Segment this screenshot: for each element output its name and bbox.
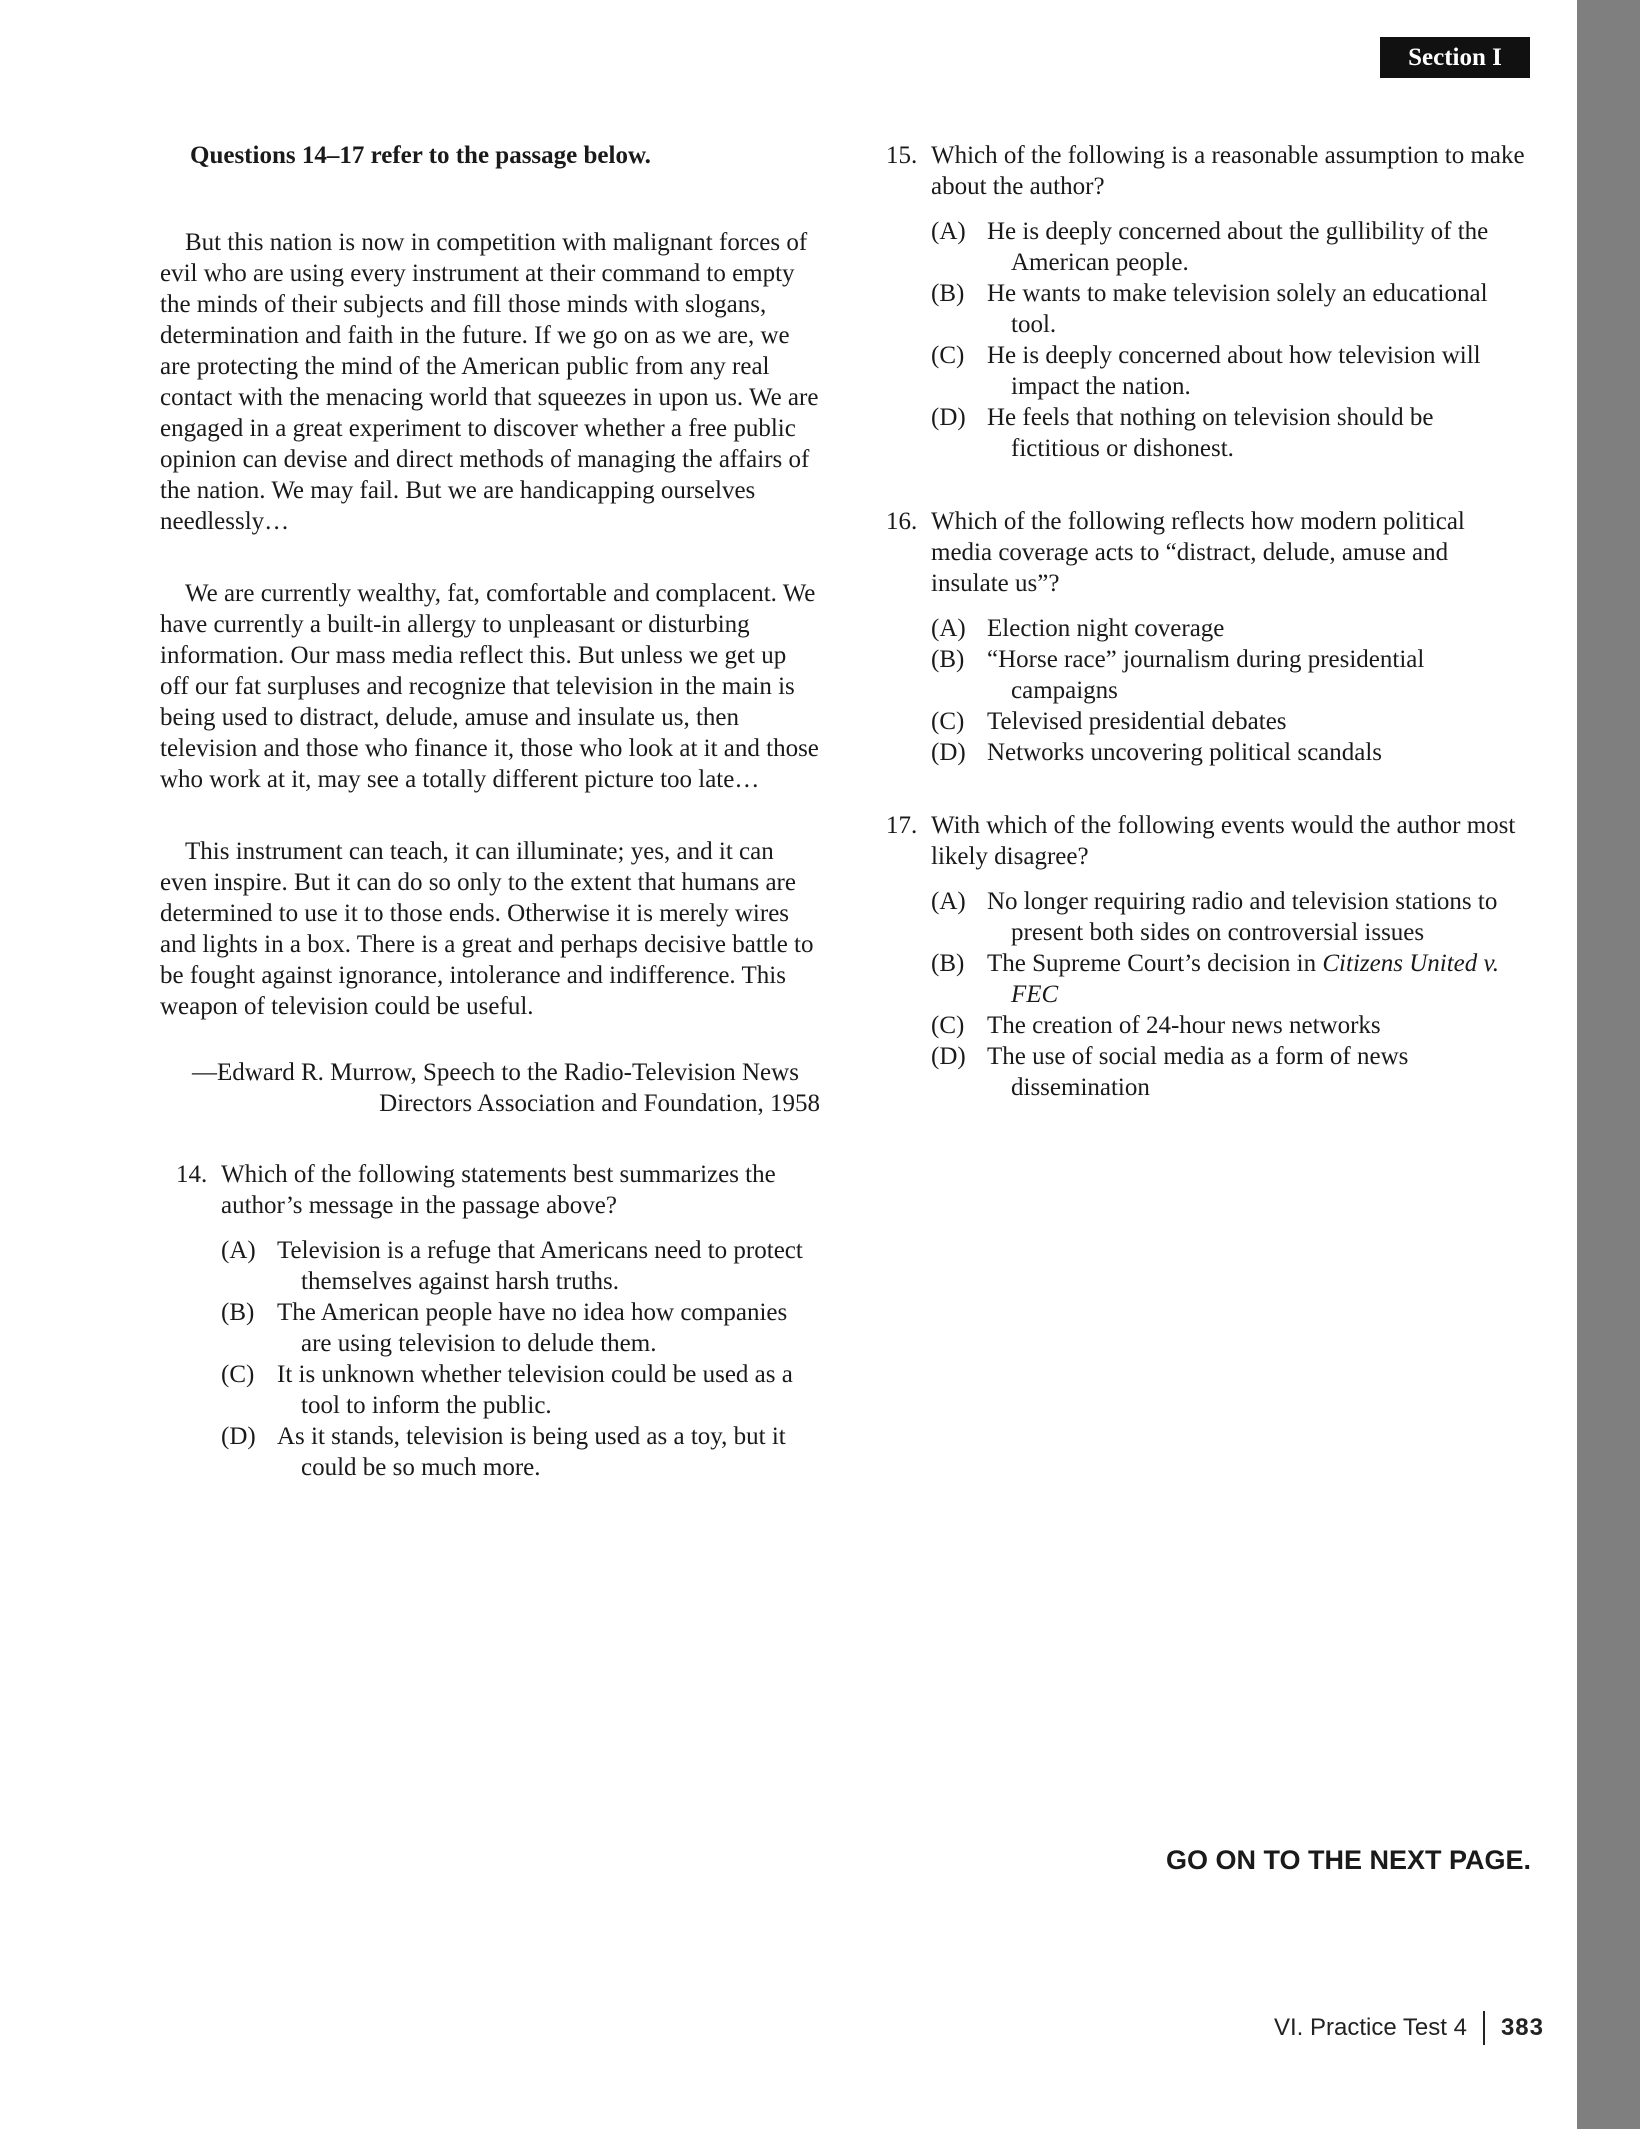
- choice-label: (C): [221, 1361, 255, 1388]
- choice-text: Networks uncovering political scandals: [987, 739, 1383, 766]
- answer-choice[interactable]: [931, 886, 1526, 948]
- question-stem: Which of the following statements best summarizes the author’s message in the passage above?: [221, 1161, 776, 1219]
- choice-text: Televised presidential debates: [987, 708, 1287, 735]
- answer-choices: [931, 216, 1526, 464]
- answer-choice[interactable]: [931, 216, 1526, 278]
- attribution-line: Directors Association and Foundation, 1958: [379, 1090, 820, 1117]
- choice-label: (B): [931, 950, 965, 977]
- left-column: [160, 140, 820, 1483]
- choice-label: (D): [931, 404, 966, 431]
- footer-divider: [1483, 2011, 1485, 2045]
- next-page-notice: GO ON TO THE NEXT PAGE.: [1165, 1845, 1531, 1875]
- answer-choice[interactable]: [221, 1359, 820, 1421]
- question-stem: With which of the following events would the author most likely disagree?: [931, 812, 1516, 870]
- answer-choices: [221, 1235, 820, 1483]
- answer-choice[interactable]: [221, 1235, 820, 1297]
- choice-text: It is unknown whether television could be used as a tool to inform the public.: [277, 1361, 793, 1419]
- choice-label: (C): [931, 1012, 965, 1039]
- choice-text: Election night coverage: [987, 615, 1225, 642]
- question-number: 15.: [886, 142, 918, 169]
- answer-choice[interactable]: [931, 706, 1526, 737]
- answer-choice[interactable]: [931, 948, 1526, 1010]
- answer-choice[interactable]: [931, 278, 1526, 340]
- passage-attribution: [160, 1057, 820, 1119]
- choice-text: The creation of 24-hour news networks: [987, 1012, 1381, 1039]
- answer-choice[interactable]: [221, 1421, 820, 1483]
- question-number: 14.: [176, 1161, 208, 1188]
- page-edge-bar: [1577, 0, 1640, 2129]
- choice-text: He feels that nothing on television should be fictitious or dishonest.: [987, 404, 1434, 462]
- answer-choice[interactable]: [931, 402, 1526, 464]
- choice-text: He is deeply concerned about the gullibility of the American people.: [987, 218, 1489, 276]
- choice-text: As it stands, television is being used as a toy, but it could be so much more.: [277, 1423, 786, 1481]
- passage-heading: Questions 14–17 refer to the passage below.: [190, 142, 651, 169]
- answer-choice[interactable]: [931, 340, 1526, 402]
- choice-label: (C): [931, 708, 965, 735]
- book-part-label: VI. Practice Test 4: [1273, 2014, 1467, 2041]
- question-15: [886, 140, 1526, 464]
- answer-choices: [931, 886, 1526, 1103]
- choice-label: (A): [931, 218, 966, 245]
- choice-text: “Horse race” journalism during presidential campaigns: [987, 646, 1425, 704]
- question-17: [886, 810, 1526, 1103]
- question-16: [886, 506, 1526, 768]
- choice-label: (D): [931, 1043, 966, 1070]
- passage-paragraph: This instrument can teach, it can illuminate; yes, and it can even inspire. But it can do so only to the extent that humans are determined to use it to those ends. Otherwise it is merely wires and lights in a box. There is a great and perhaps decisive battle to be fought against ignorance, intolerance and indifference. This weapon of television could be useful.: [160, 838, 814, 1020]
- choice-text: Television is a refuge that Americans need to protect themselves against harsh truths.: [277, 1237, 803, 1295]
- choice-label: (B): [221, 1299, 255, 1326]
- section-label: Section I: [1380, 37, 1530, 78]
- choice-text: The Supreme Court’s decision in: [987, 950, 1323, 977]
- choice-label: (A): [221, 1237, 256, 1264]
- answer-choice[interactable]: [931, 613, 1526, 644]
- answer-choice[interactable]: [931, 1010, 1526, 1041]
- choice-label: (C): [931, 342, 965, 369]
- answer-choices: [931, 613, 1526, 768]
- passage-paragraph: We are currently wealthy, fat, comfortable and complacent. We have currently a built-in allergy to unpleasant or disturbing information. Our mass media reflect this. But unless we get up off our fat surpluses and recognize that television in the main is being used to distract, delude, amuse and insulate us, then television and those who finance it, those who look at it and those who work at it, may see a totally different picture too late…: [160, 580, 819, 793]
- choice-text: The American people have no idea how companies are using television to delude them.: [277, 1299, 788, 1357]
- question-14: [176, 1159, 820, 1483]
- case-name: Citizens United v. FEC: [1011, 950, 1499, 1008]
- question-number: 16.: [886, 508, 918, 535]
- choice-label: (D): [931, 739, 966, 766]
- answer-choice[interactable]: [931, 1041, 1526, 1103]
- choice-label: (A): [931, 888, 966, 915]
- question-stem: Which of the following reflects how modern political media coverage acts to “distract, delude, amuse and insulate us”?: [931, 508, 1465, 597]
- page-number: 383: [1500, 2014, 1544, 2041]
- page-footer: [1274, 2011, 1544, 2045]
- choice-label: (A): [931, 615, 966, 642]
- choice-text: He wants to make television solely an educational tool.: [987, 280, 1488, 338]
- passage-paragraph: But this nation is now in competition with malignant forces of evil who are using every instrument at their command to empty the minds of their subjects and fill those minds with slogans, determination and faith in the future. If we go on as we are, we are protecting the mind of the American public from any real contact with the menacing world that squeezes in upon us. We are engaged in a great experiment to discover whether a free public opinion can devise and direct methods of managing the affairs of the nation. We may fail. But we are handicapping ourselves needlessly…: [160, 229, 819, 535]
- question-number: 17.: [886, 812, 918, 839]
- question-stem: Which of the following is a reasonable assumption to make about the author?: [931, 142, 1525, 200]
- attribution-line: —Edward R. Murrow, Speech to the Radio-Television News: [192, 1059, 799, 1086]
- answer-choice[interactable]: [221, 1297, 820, 1359]
- answer-choice[interactable]: [931, 737, 1526, 768]
- choice-text: The use of social media as a form of news dissemination: [987, 1043, 1409, 1101]
- choice-text: He is deeply concerned about how television will impact the nation.: [987, 342, 1481, 400]
- right-column: [886, 140, 1526, 1145]
- choice-label: (B): [931, 280, 965, 307]
- choice-label: (D): [221, 1423, 256, 1450]
- choice-label: (B): [931, 646, 965, 673]
- answer-choice[interactable]: [931, 644, 1526, 706]
- choice-text: No longer requiring radio and television stations to present both sides on controversial issues: [987, 888, 1498, 946]
